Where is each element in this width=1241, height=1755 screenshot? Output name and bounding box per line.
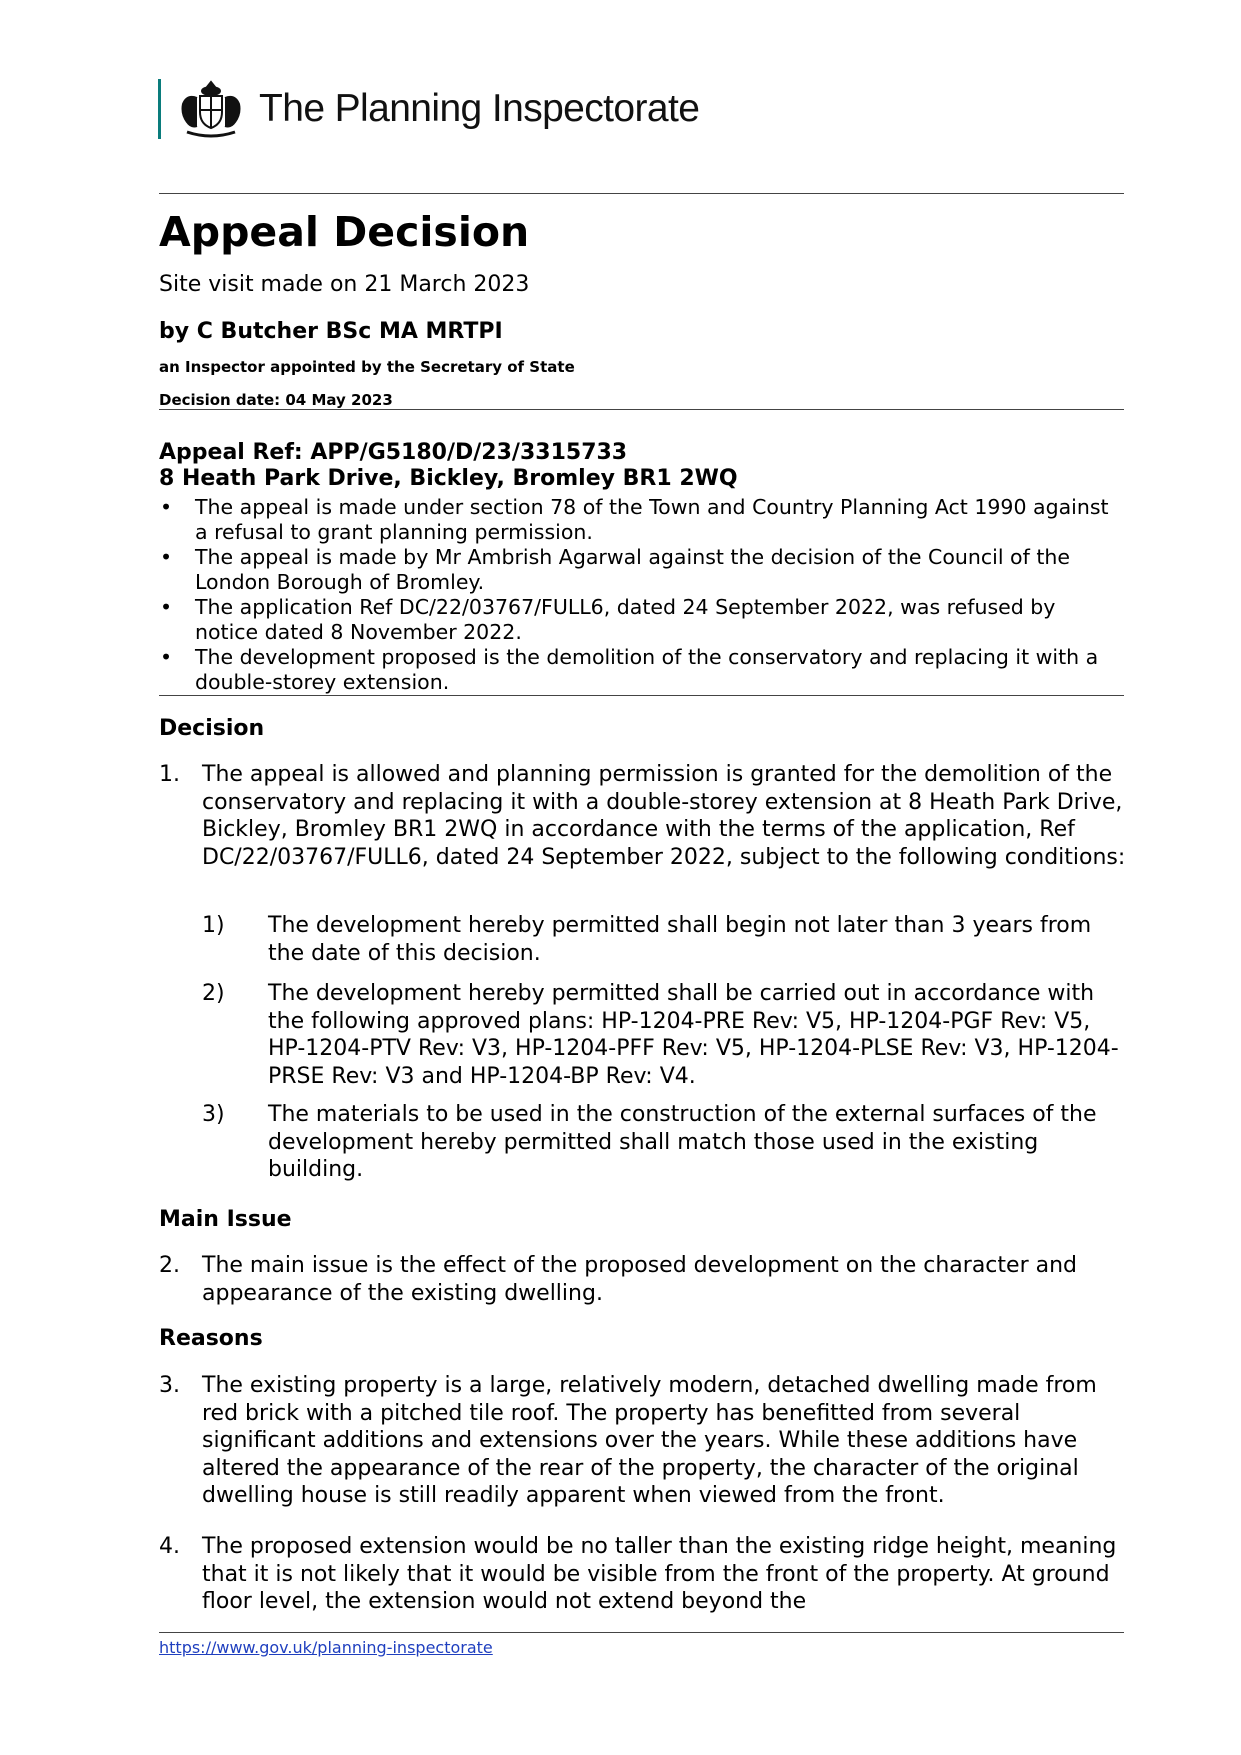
bullet-icon: • bbox=[160, 495, 173, 519]
bullet-icon: • bbox=[160, 545, 173, 569]
footer-website-link[interactable]: https://www.gov.uk/planning-inspectorate bbox=[159, 1638, 493, 1657]
page-title: Appeal Decision bbox=[159, 208, 530, 256]
appeal-ref: Appeal Ref: APP/G5180/D/23/3315733 bbox=[159, 440, 628, 465]
site-visit-date: Site visit made on 21 March 2023 bbox=[159, 272, 530, 297]
list-item: • The development proposed is the demolition of the conservatory and replacing it with a double-storey extension. bbox=[160, 645, 1099, 694]
numbered-paragraph: 1. The appeal is allowed and planning permission is granted for the demolition of the conservatory and replacing it with a double-storey extension at 8 Heath Park Drive, Bickley, Bromley BR1 2WQ in accordance with the terms of the application, Ref DC/22/03767/FULL6, dated 24 September 2022, subject to the following conditions: bbox=[159, 762, 1126, 870]
list-item: • The application Ref DC/22/03767/FULL6, dated 24 September 2022, was refused by notice dated 8 November 2022. bbox=[160, 595, 1056, 644]
divider bbox=[159, 193, 1124, 194]
inspector-name: by C Butcher BSc MA MRTPI bbox=[159, 319, 503, 344]
footer-divider bbox=[159, 1632, 1124, 1633]
divider bbox=[159, 409, 1124, 410]
condition-item: 1) The development hereby permitted shall begin not later than 3 years from the date of this decision. bbox=[202, 913, 1092, 966]
numbered-paragraph: 2. The main issue is the effect of the proposed development on the character and appearance of the existing dwelling. bbox=[159, 1253, 1077, 1306]
section-heading-reasons: Reasons bbox=[159, 1326, 263, 1351]
royal-coat-of-arms-icon bbox=[177, 78, 245, 140]
organisation-name: The Planning Inspectorate bbox=[259, 87, 700, 130]
bullet-icon: • bbox=[160, 645, 173, 669]
appeal-address: 8 Heath Park Drive, Bickley, Bromley BR1 2WQ bbox=[159, 466, 738, 491]
divider bbox=[159, 695, 1124, 696]
section-heading-main-issue: Main Issue bbox=[159, 1207, 292, 1232]
condition-item: 3) The materials to be used in the construction of the external surfaces of the development hereby permitted shall match those used in the existing building. bbox=[202, 1102, 1097, 1183]
appeal-reference-block bbox=[159, 440, 738, 492]
list-item: • The appeal is made by Mr Ambrish Agarwal against the decision of the Council of the London Borough of Bromley. bbox=[160, 545, 1070, 594]
header-logo bbox=[158, 78, 699, 140]
decision-date: Decision date: 04 May 2023 bbox=[159, 391, 393, 409]
appeal-details-list bbox=[159, 495, 1124, 695]
list-item: • The appeal is made under section 78 of the Town and Country Planning Act 1990 against a refusal to grant planning permission. bbox=[160, 495, 1109, 544]
inspector-appointment: an Inspector appointed by the Secretary of State bbox=[159, 358, 575, 376]
section-heading-decision: Decision bbox=[159, 716, 265, 741]
numbered-paragraph: 3. The existing property is a large, relatively modern, detached dwelling made from red brick with a pitched tile roof. The property has benefitted from several significant additions and extensions over the years. While these additions have altered the appearance of the rear of the property, the character of the original dwelling house is still readily apparent when viewed from the front. bbox=[159, 1373, 1097, 1509]
bullet-icon: • bbox=[160, 595, 173, 619]
numbered-paragraph: 4. The proposed extension would be no taller than the existing ridge height, meaning that it is not likely that it would be visible from the front of the property. At ground floor level, the extension would not extend beyond the bbox=[159, 1534, 1117, 1615]
condition-item: 2) The development hereby permitted shall be carried out in accordance with the following approved plans: HP-1204-PRE Rev: V5, HP-1204-PGF Rev: V5, HP-1204-PTV Rev: V3, HP-1204-PFF Rev: V5, HP-1204-PLSE Rev: V3, HP-1204-PRSE Rev: V3 and HP-1204-BP Rev: V4. bbox=[202, 981, 1119, 1089]
accent-bar bbox=[158, 79, 161, 139]
